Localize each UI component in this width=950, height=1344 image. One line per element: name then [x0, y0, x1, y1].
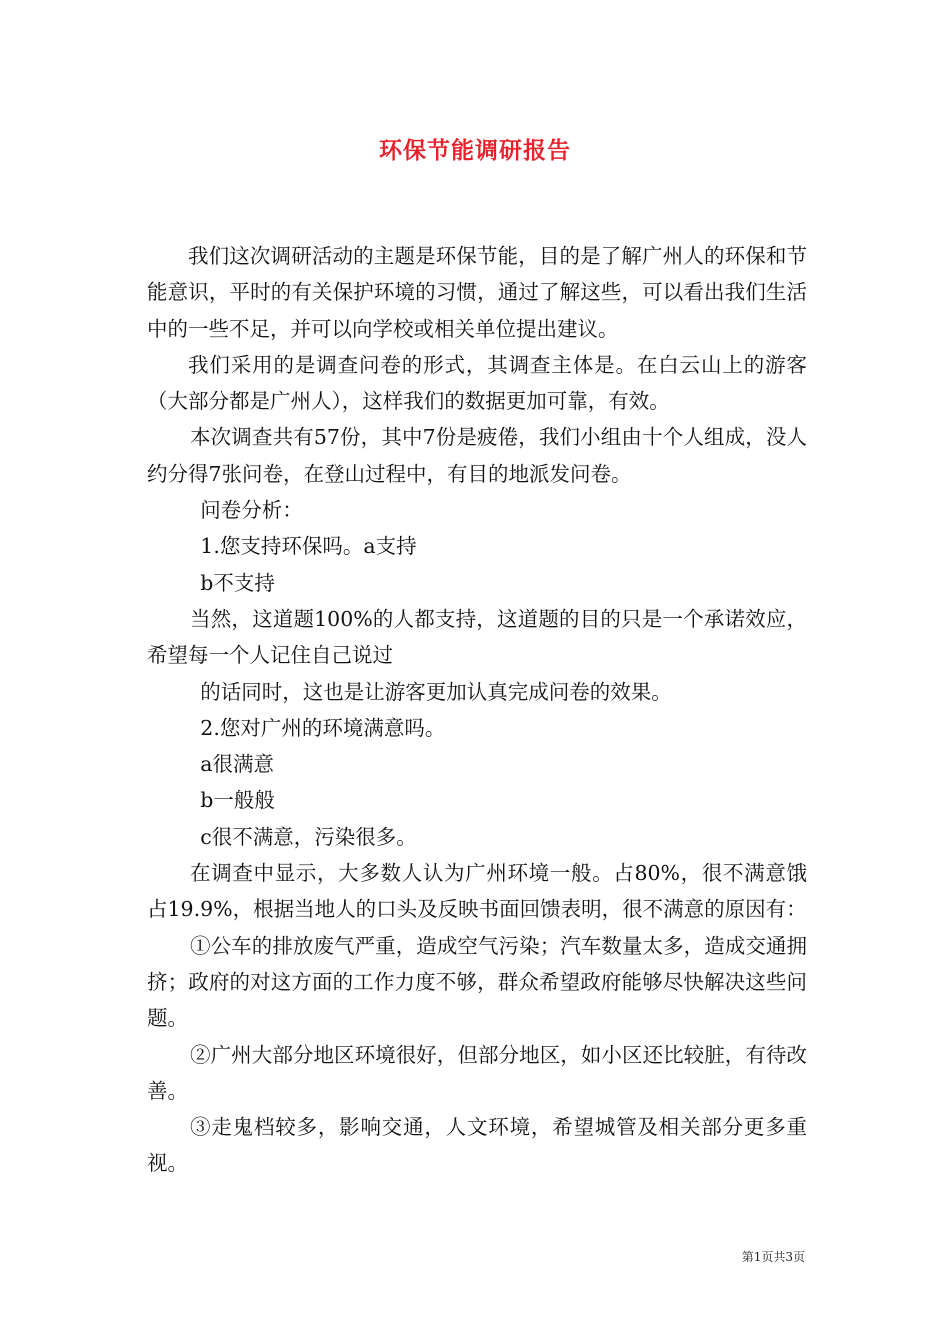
reason-item: ②广州大部分地区环境很好，但部分地区，如小区还比较脏，有待改善。	[147, 1042, 807, 1103]
reason-item: ③走鬼档较多，影响交通，人文环境，希望城管及相关部分更多重视。	[147, 1115, 807, 1176]
question-option: b一般般	[200, 788, 275, 813]
question-item: 2.您对广州的环境满意吗。	[200, 715, 446, 740]
paragraph: 本次调查共有57份，其中7份是疲倦，我们小组由十个人组成，没人约分得7张问卷，在登山过程中，有目的地派发问卷。	[147, 425, 807, 486]
page-number: 第1页共3页	[741, 1250, 805, 1264]
paragraph: 当然，这道题100%的人都支持，这道题的目的只是一个承诺效应，希望每一个人记住自己说过	[147, 606, 807, 668]
document-body	[147, 238, 807, 1182]
paragraph: 在调查中显示，大多数人认为广州环境一般。占80%，很不满意饿占19.9%，根据当地人的口头及反映书面回馈表明，很不满意的原因有：	[147, 861, 807, 922]
question-option: a很满意	[200, 752, 275, 777]
paragraph: 的话同时，这也是让游客更加认真完成问卷的效果。	[200, 679, 672, 704]
document-title: 环保节能调研报告	[379, 137, 571, 164]
question-option: b不支持	[200, 570, 275, 595]
paragraph: 我们这次调研活动的主题是环保节能，目的是了解广州人的环保和节能意识，平时的有关保护环境的习惯，通过了解这些，可以看出我们生活中的一些不足，并可以向学校或相关单位提出建议。	[147, 244, 807, 341]
reason-item: ①公车的排放废气严重，造成空气污染；汽车数量太多，造成交通拥挤；政府的对这方面的工作力度不够，群众希望政府能够尽快解决这些问题。	[147, 933, 807, 1031]
question-item: 1.您支持环保吗。a支持	[200, 534, 417, 559]
paragraph: 我们采用的是调查问卷的形式，其调查主体是。在白云山上的游客（大部分都是广州人），这样我们的数据更加可靠，有效。	[147, 352, 807, 414]
question-option: c很不满意，污染很多。	[200, 824, 417, 849]
paragraph: 问卷分析：	[200, 498, 303, 523]
